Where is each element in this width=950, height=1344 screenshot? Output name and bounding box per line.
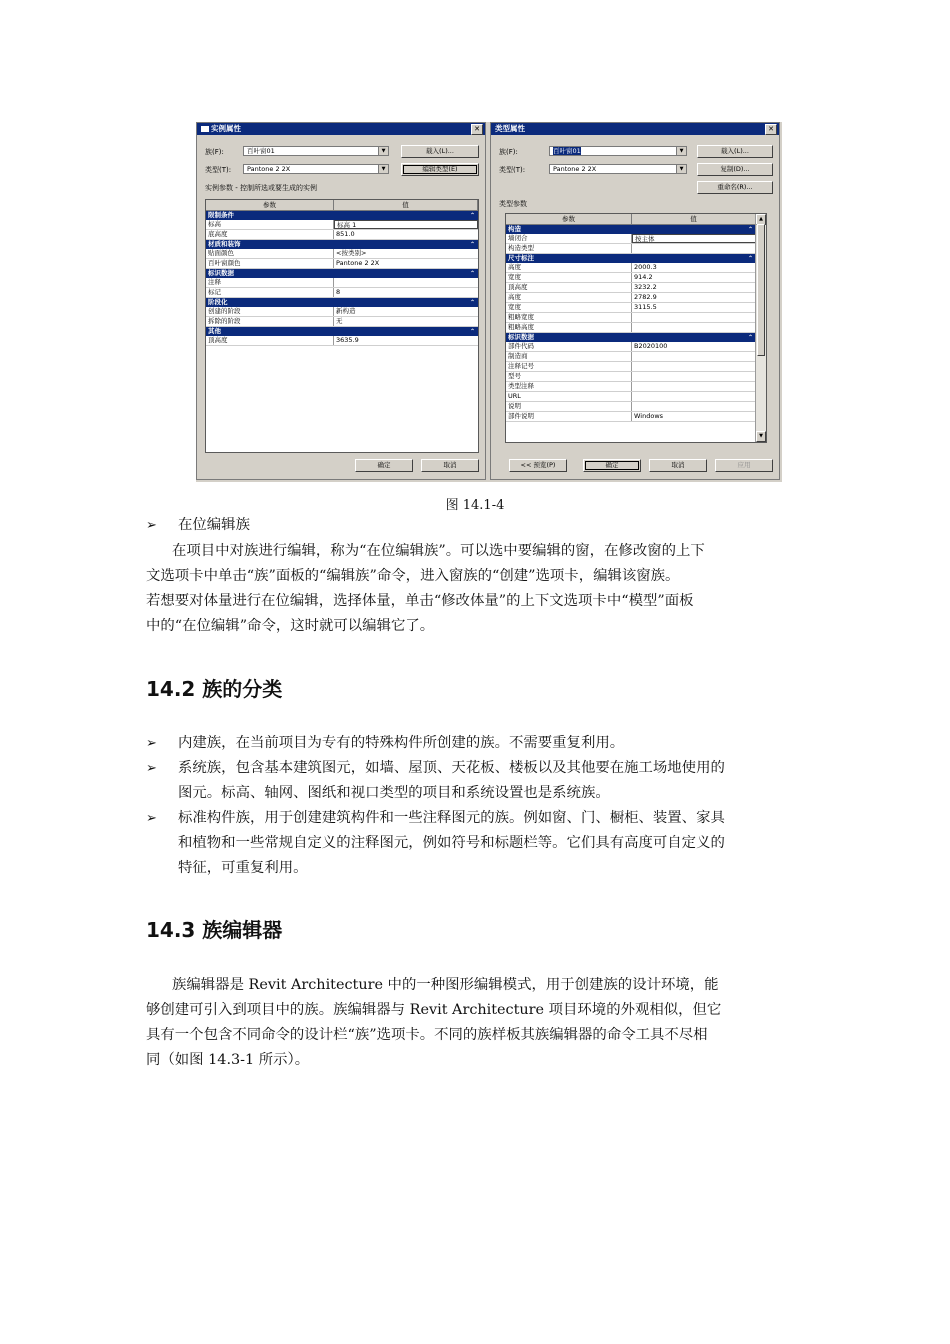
param-value[interactable] xyxy=(334,278,478,287)
param-name: 墙闭合 xyxy=(506,234,632,243)
param-value[interactable] xyxy=(632,372,756,381)
family-combo[interactable] xyxy=(549,146,687,156)
grid-header xyxy=(206,200,478,211)
param-name: 高度 xyxy=(506,263,632,272)
param-value[interactable] xyxy=(632,323,756,332)
param-row[interactable] xyxy=(206,230,478,240)
paragraph-line: 具有一个包含不同命令的设计栏“族”选项卡。不同的族样板其族编辑器的命令工具不尽相 xyxy=(146,1027,708,1043)
family-label: 族(F): xyxy=(205,148,224,156)
param-value[interactable] xyxy=(632,392,756,401)
param-row[interactable] xyxy=(206,317,478,327)
param-name: 注释记号 xyxy=(506,362,632,371)
paragraph-line: 够创建可引入到项目中的族。族编辑器与 Revit Architecture 项目环境的外观相似，但它 xyxy=(146,1002,722,1018)
type-value: Pantone 2 2X xyxy=(247,165,291,173)
param-group-header[interactable] xyxy=(206,269,478,278)
param-value[interactable] xyxy=(632,244,756,253)
list-item-line: 和植物和一些常规自定义的注释图元，例如符号和标题栏等。它们具有高度可自定义的 xyxy=(178,835,725,851)
bullet-icon: ➢ xyxy=(146,736,157,751)
chevron-down-icon[interactable]: ▼ xyxy=(676,165,686,173)
chevron-down-icon[interactable]: ▼ xyxy=(676,147,686,155)
param-row[interactable] xyxy=(506,412,756,422)
param-row[interactable] xyxy=(506,244,756,254)
bullet-icon: ➢ xyxy=(146,518,157,533)
param-group-label: 标识数据 xyxy=(208,269,234,277)
param-name: 构造类型 xyxy=(506,244,632,253)
param-row[interactable] xyxy=(206,336,478,346)
param-name: 注释 xyxy=(206,278,334,287)
close-button[interactable]: ✕ xyxy=(471,124,483,135)
family-value: 百叶窗01 xyxy=(247,147,275,155)
param-group-label: 阶段化 xyxy=(208,298,228,306)
family-combo[interactable] xyxy=(243,146,389,156)
bullet-icon: ➢ xyxy=(146,761,157,776)
list-item-line: 系统族，包含基本建筑图元，如墙、屋顶、天花板、楼板以及其他要在施工场地使用的 xyxy=(178,760,725,776)
paragraph-line: 同（如图 14.3-1 所示）。 xyxy=(146,1052,310,1068)
param-row[interactable] xyxy=(206,278,478,288)
param-group-header[interactable] xyxy=(206,298,478,307)
param-row[interactable] xyxy=(206,249,478,259)
collapse-icon[interactable]: ⌃ xyxy=(747,226,753,233)
section-heading: 14.3 族编辑器 xyxy=(146,918,283,942)
param-group-label: 标识数据 xyxy=(508,333,534,341)
param-name: 部件代码 xyxy=(506,342,632,351)
param-group-label: 其他 xyxy=(208,327,221,335)
duplicate-button[interactable]: 复制(D)... xyxy=(697,163,773,176)
load-button[interactable]: 载入(L)... xyxy=(697,145,773,158)
param-name: 拆除的阶段 xyxy=(206,317,334,326)
paragraph-line: 在项目中对族进行编辑，称为“在位编辑族”。可以选中要编辑的窗，在修改窗的上下 xyxy=(172,543,705,559)
param-value[interactable]: 3232.2 xyxy=(634,283,657,291)
param-row[interactable] xyxy=(506,362,756,372)
bullet-title: 在位编辑族 xyxy=(178,517,250,533)
collapse-icon[interactable]: ⌃ xyxy=(469,299,475,306)
param-value[interactable]: 3115.5 xyxy=(634,303,657,311)
figure-dialogs xyxy=(196,122,782,482)
param-row[interactable] xyxy=(506,293,756,303)
list-item-line: 特征，可重复利用。 xyxy=(178,860,308,876)
scroll-thumb[interactable] xyxy=(757,224,765,356)
param-row[interactable] xyxy=(506,323,756,333)
params-caption: 实例参数 - 控制所选或要生成的实例 xyxy=(205,184,317,192)
scroll-down-icon[interactable]: ▼ xyxy=(756,431,766,442)
ok-button[interactable]: 确定 xyxy=(355,459,413,472)
grid-header xyxy=(506,214,756,225)
collapse-icon[interactable]: ⌃ xyxy=(747,334,753,341)
params-caption: 类型参数 xyxy=(499,200,527,208)
cancel-button[interactable]: 取消 xyxy=(649,459,707,472)
col-value-header: 值 xyxy=(334,200,478,210)
param-name: 百叶窗颜色 xyxy=(206,259,334,268)
dialog-titlebar xyxy=(197,123,485,135)
paragraph-line: 中的“在位编辑”命令，这时就可以编辑它了。 xyxy=(146,618,435,634)
param-group-header[interactable] xyxy=(206,211,478,220)
param-group-header[interactable] xyxy=(506,333,756,342)
param-value[interactable] xyxy=(632,402,756,411)
window-icon xyxy=(201,126,209,132)
figure-caption: 图 14.1-4 xyxy=(445,498,505,513)
type-value: Pantone 2 2X xyxy=(553,165,597,173)
list-item-line: 图元。标高、轴网、图纸和视口类型的项目和系统设置也是系统族。 xyxy=(178,785,610,801)
param-group-header[interactable] xyxy=(206,240,478,249)
param-value[interactable]: 8 xyxy=(336,288,341,296)
param-name: 部件说明 xyxy=(506,412,632,421)
param-value[interactable]: 2000.3 xyxy=(634,263,657,271)
ok-button[interactable]: 确定 xyxy=(583,459,641,472)
param-name: URL xyxy=(506,392,632,401)
param-row[interactable] xyxy=(506,234,756,244)
type-params-grid xyxy=(505,213,767,443)
param-group-header[interactable] xyxy=(206,327,478,336)
param-group-label: 构造 xyxy=(508,225,521,233)
paragraph-line: 族编辑器是 Revit Architecture 中的一种图形编辑模式，用于创建族的设计环境，能 xyxy=(172,977,719,993)
list-item-line: 内建族，在当前项目为专有的特殊构件所创建的族。不需要重复利用。 xyxy=(178,735,625,751)
param-row[interactable] xyxy=(506,313,756,323)
paragraph-line: 若想要对体量进行在位编辑，选择体量，单击“修改体量”的上下文选项卡中“模型”面板 xyxy=(146,593,694,609)
param-name: 标记 xyxy=(206,288,334,297)
param-row[interactable] xyxy=(506,283,756,293)
param-value[interactable]: 标高 1 xyxy=(334,220,478,229)
family-value: 百叶窗01 xyxy=(553,147,581,155)
param-name: 底高度 xyxy=(206,230,334,239)
collapse-icon[interactable]: ⌃ xyxy=(469,212,475,219)
param-row[interactable] xyxy=(206,220,478,230)
param-value[interactable] xyxy=(632,362,756,371)
dialog-title: 实例属性 xyxy=(211,124,241,133)
param-group-header[interactable] xyxy=(506,225,756,234)
close-button[interactable]: ✕ xyxy=(765,124,777,135)
param-value[interactable]: 851.0 xyxy=(336,230,355,238)
instance-properties-dialog xyxy=(196,122,486,480)
param-name: 制造商 xyxy=(506,352,632,361)
param-group-label: 尺寸标注 xyxy=(508,254,534,262)
type-label: 类型(T): xyxy=(499,166,526,174)
param-name: 粗略宽度 xyxy=(506,313,632,322)
cancel-button[interactable]: 取消 xyxy=(421,459,479,472)
param-name: 粗略高度 xyxy=(506,323,632,332)
preview-button[interactable]: << 预览(P) xyxy=(509,459,567,472)
param-value[interactable]: 2782.9 xyxy=(634,293,657,301)
param-row[interactable] xyxy=(506,352,756,362)
param-name: 说明 xyxy=(506,402,632,411)
section-heading: 14.2 族的分类 xyxy=(146,677,283,701)
grid-body xyxy=(506,225,756,422)
param-name: 贴面颜色 xyxy=(206,249,334,258)
param-value[interactable]: Windows xyxy=(634,412,664,420)
param-value[interactable]: 无 xyxy=(336,317,343,325)
chevron-down-icon[interactable]: ▼ xyxy=(378,165,388,173)
param-value[interactable]: 3635.9 xyxy=(336,336,359,344)
instance-params-grid xyxy=(205,199,479,453)
type-label: 类型(T): xyxy=(205,166,232,174)
apply-button[interactable]: 应用 xyxy=(715,459,773,472)
param-row[interactable] xyxy=(506,263,756,273)
load-button[interactable]: 载入(L)... xyxy=(401,145,479,158)
param-name: 顶高度 xyxy=(506,283,632,292)
param-name: 宽度 xyxy=(506,273,632,282)
col-param-header: 参数 xyxy=(506,214,632,224)
dialog-titlebar xyxy=(491,123,779,135)
param-name: 型号 xyxy=(506,372,632,381)
param-value[interactable]: Pantone 2 2X xyxy=(336,259,380,267)
grid-body xyxy=(206,211,478,346)
type-combo[interactable] xyxy=(549,164,687,174)
param-row[interactable] xyxy=(506,402,756,412)
col-value-header: 值 xyxy=(632,214,756,224)
scroll-up-icon[interactable]: ▲ xyxy=(756,214,766,225)
param-row[interactable] xyxy=(506,342,756,352)
collapse-icon[interactable]: ⌃ xyxy=(469,328,475,335)
edit-type-button[interactable]: 编辑类型(E) xyxy=(401,163,479,176)
collapse-icon[interactable]: ⌃ xyxy=(469,241,475,248)
col-param-header: 参数 xyxy=(206,200,334,210)
type-combo[interactable] xyxy=(243,164,389,174)
param-row[interactable] xyxy=(506,382,756,392)
chevron-down-icon[interactable]: ▼ xyxy=(378,147,388,155)
param-value[interactable]: B2020100 xyxy=(634,342,668,350)
param-value[interactable] xyxy=(632,382,756,391)
param-name: 宽度 xyxy=(506,303,632,312)
param-name: 顶高度 xyxy=(206,336,334,345)
param-row[interactable] xyxy=(506,273,756,283)
param-row[interactable] xyxy=(206,259,478,269)
rename-button[interactable]: 重命名(R)... xyxy=(697,181,773,194)
param-group-label: 材质和装饰 xyxy=(208,240,241,248)
param-name: 类型注释 xyxy=(506,382,632,391)
paragraph-line: 文选项卡中单击“族”面板的“编辑族”命令，进入窗族的“创建”选项卡，编辑该窗族。 xyxy=(146,568,680,584)
param-row[interactable] xyxy=(206,307,478,317)
param-row[interactable] xyxy=(206,288,478,298)
param-row[interactable] xyxy=(506,372,756,382)
param-value[interactable]: 新构造 xyxy=(336,307,356,315)
type-properties-dialog xyxy=(490,122,780,480)
family-label: 族(F): xyxy=(499,148,518,156)
param-group-header[interactable] xyxy=(506,254,756,263)
param-name: 创建的阶段 xyxy=(206,307,334,316)
param-name: 标高 xyxy=(206,220,334,229)
param-value[interactable]: 按主体 xyxy=(632,234,756,243)
param-name: 高度 xyxy=(506,293,632,302)
param-row[interactable] xyxy=(506,303,756,313)
param-value[interactable] xyxy=(632,352,756,361)
param-value[interactable]: 914.2 xyxy=(634,273,653,281)
vertical-scrollbar[interactable] xyxy=(755,214,766,442)
param-row[interactable] xyxy=(506,392,756,402)
dialog-title: 类型属性 xyxy=(495,124,525,133)
param-value[interactable]: <按类别> xyxy=(336,249,367,257)
bullet-icon: ➢ xyxy=(146,811,157,826)
list-item-line: 标准构件族，用于创建建筑构件和一些注释图元的族。例如窗、门、橱柜、装置、家具 xyxy=(178,810,725,826)
collapse-icon[interactable]: ⌃ xyxy=(747,255,753,262)
param-value[interactable] xyxy=(632,313,756,322)
collapse-icon[interactable]: ⌃ xyxy=(469,270,475,277)
param-group-label: 限制条件 xyxy=(208,211,234,219)
